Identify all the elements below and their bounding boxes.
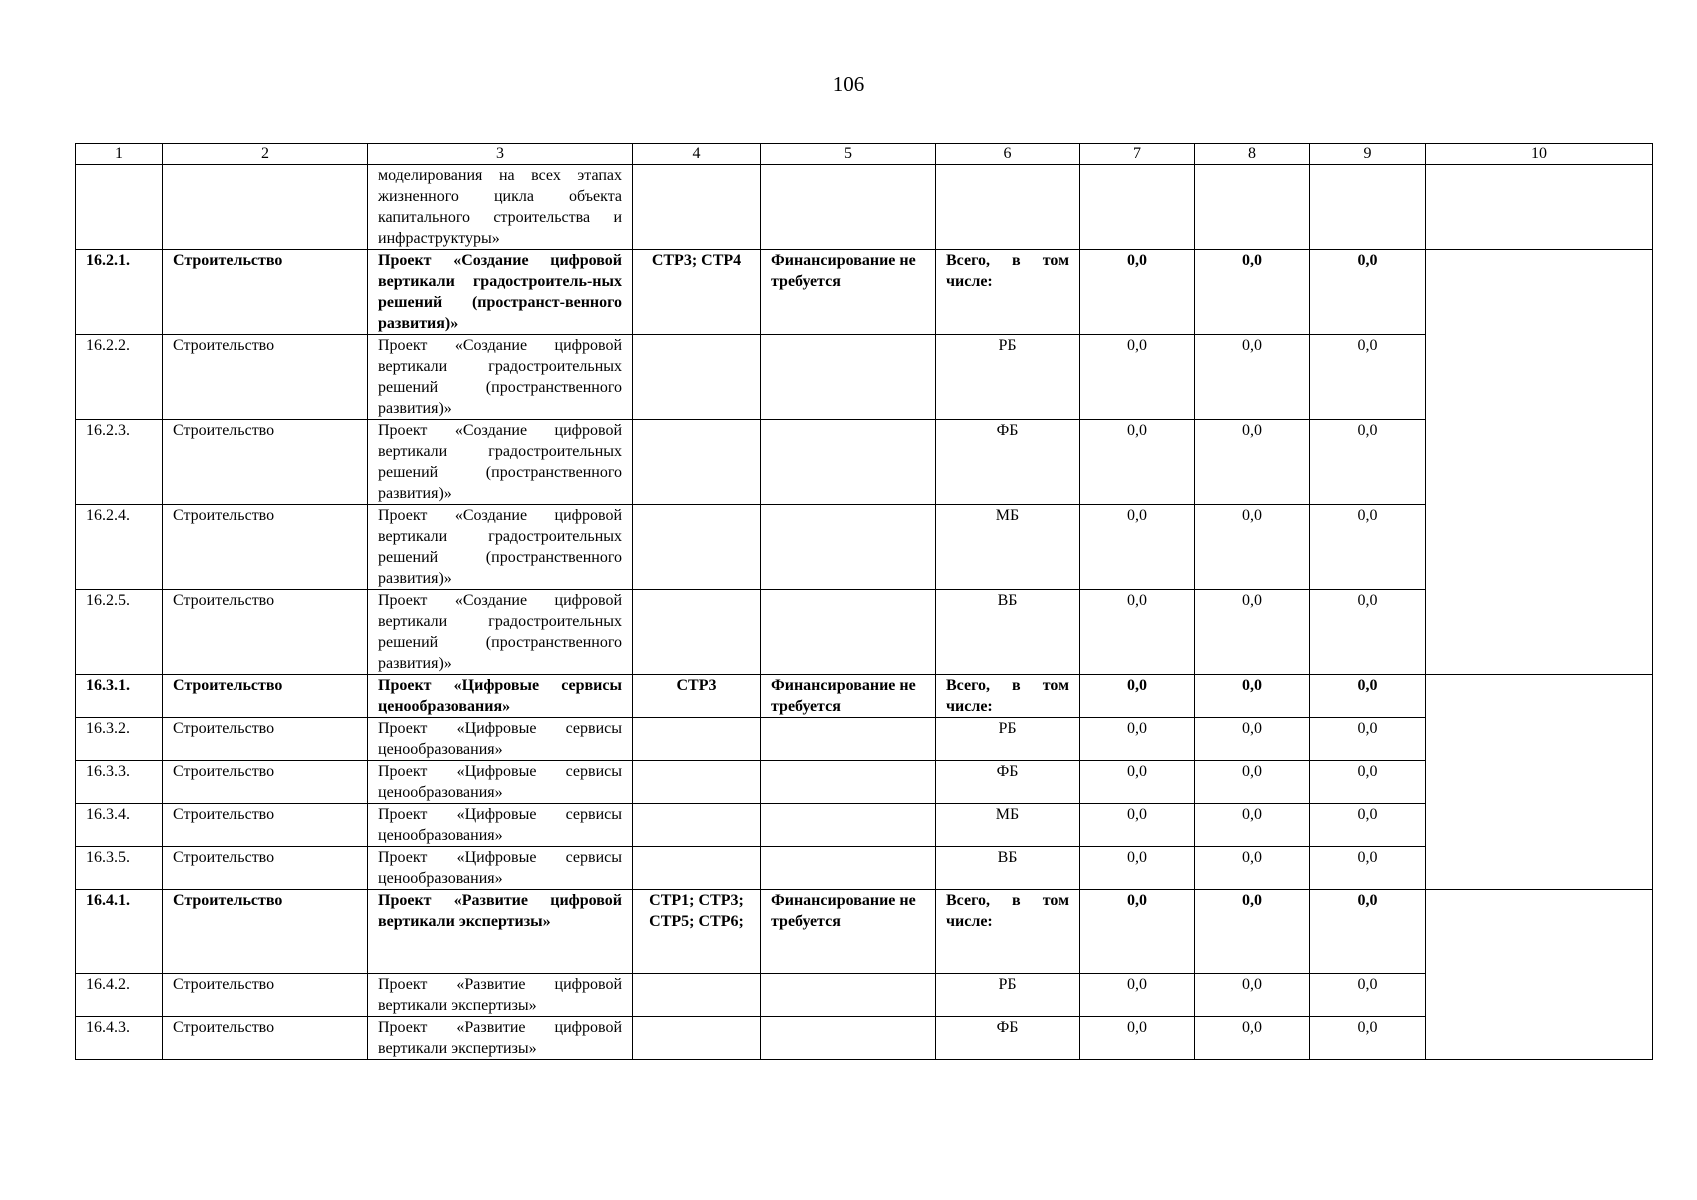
- cell-sector: Строительство: [163, 761, 368, 804]
- cell-value-8: 0,0: [1195, 590, 1310, 675]
- cell-source: ФБ: [936, 1017, 1080, 1060]
- cell-source: ФБ: [936, 420, 1080, 505]
- cell-funding: [761, 718, 936, 761]
- cell-value-9: 0,0: [1310, 974, 1426, 1017]
- table-row: [76, 590, 1653, 675]
- cell-note: [1426, 890, 1653, 1060]
- cell-value-7: 0,0: [1080, 974, 1195, 1017]
- cell-value-8: 0,0: [1195, 250, 1310, 335]
- cell-number: 16.2.2.: [76, 335, 163, 420]
- table-row: [76, 1017, 1653, 1060]
- cell-number: 16.2.4.: [76, 505, 163, 590]
- column-number: 9: [1310, 144, 1426, 165]
- cell-number: 16.3.4.: [76, 804, 163, 847]
- cell-value-7: 0,0: [1080, 420, 1195, 505]
- column-number: 1: [76, 144, 163, 165]
- cell-number: 16.2.5.: [76, 590, 163, 675]
- cell-codes: [633, 590, 761, 675]
- cell-project-name: Проект «Развитие цифровой вертикали экспертизы»: [368, 1017, 633, 1060]
- cell-funding: [761, 974, 936, 1017]
- cell-note: [1426, 165, 1653, 250]
- cell-source: Всего, в том числе:: [936, 250, 1080, 335]
- cell-sector: Строительство: [163, 335, 368, 420]
- table-row: [76, 335, 1653, 420]
- cell-value-9: 0,0: [1310, 804, 1426, 847]
- cell-codes: [633, 718, 761, 761]
- cell-funding: [761, 420, 936, 505]
- cell-codes: СТР3: [633, 675, 761, 718]
- table-row: [76, 890, 1653, 974]
- cell-value-7: 0,0: [1080, 804, 1195, 847]
- cell-value-8: 0,0: [1195, 761, 1310, 804]
- cell-sector: Строительство: [163, 420, 368, 505]
- cell-value-9: 0,0: [1310, 675, 1426, 718]
- cell-value-8: 0,0: [1195, 890, 1310, 974]
- cell-codes: СТР1; СТР3; СТР5; СТР6;: [633, 890, 761, 974]
- continuation-row: [76, 165, 1653, 250]
- table-row: [76, 250, 1653, 335]
- cell-value-7: 0,0: [1080, 590, 1195, 675]
- cell-funding: Финансирование не требуется: [761, 250, 936, 335]
- cell-source: ФБ: [936, 761, 1080, 804]
- cell-sector: [163, 165, 368, 250]
- cell-value-8: 0,0: [1195, 974, 1310, 1017]
- cell-project-name: Проект «Создание цифровой вертикали градостроительных решений (пространственного развития)»: [368, 505, 633, 590]
- cell-funding: [761, 847, 936, 890]
- cell-source: РБ: [936, 974, 1080, 1017]
- cell-value-7: 0,0: [1080, 890, 1195, 974]
- cell-value-8: 0,0: [1195, 675, 1310, 718]
- cell-number: [76, 165, 163, 250]
- cell-project-name: Проект «Развитие цифровой вертикали экспертизы»: [368, 974, 633, 1017]
- cell-value-8: 0,0: [1195, 420, 1310, 505]
- cell-project-name: Проект «Создание цифровой вертикали градостроительных решений (пространственного развития)»: [368, 590, 633, 675]
- cell-value-9: 0,0: [1310, 505, 1426, 590]
- page-number: 106: [832, 72, 865, 96]
- table-row: [76, 761, 1653, 804]
- cell-number: 16.3.2.: [76, 718, 163, 761]
- cell-funding: Финансирование не требуется: [761, 890, 936, 974]
- cell-funding: Финансирование не требуется: [761, 675, 936, 718]
- cell-source: ВБ: [936, 590, 1080, 675]
- column-number: 5: [761, 144, 936, 165]
- cell-note: [1426, 675, 1653, 890]
- cell-value-7: 0,0: [1080, 761, 1195, 804]
- cell-value-9: 0,0: [1310, 718, 1426, 761]
- column-number: 2: [163, 144, 368, 165]
- cell-number: 16.3.5.: [76, 847, 163, 890]
- cell-value: [1080, 165, 1195, 250]
- cell-source: МБ: [936, 804, 1080, 847]
- cell-number: 16.4.2.: [76, 974, 163, 1017]
- table-row: [76, 804, 1653, 847]
- cell-sector: Строительство: [163, 974, 368, 1017]
- cell-number: 16.3.1.: [76, 675, 163, 718]
- cell-codes: [633, 335, 761, 420]
- cell-sector: Строительство: [163, 718, 368, 761]
- column-number-row: [76, 144, 1653, 165]
- cell-note: [1426, 250, 1653, 675]
- cell-sector: Строительство: [163, 1017, 368, 1060]
- cell-funding: [761, 804, 936, 847]
- cell-source: РБ: [936, 718, 1080, 761]
- cell-codes: СТР3; СТР4: [633, 250, 761, 335]
- cell-project-name: Проект «Создание цифровой вертикали градостроительных решений (пространственного развития)»: [368, 420, 633, 505]
- cell-value-9: 0,0: [1310, 335, 1426, 420]
- column-number: 8: [1195, 144, 1310, 165]
- cell-value: [1310, 165, 1426, 250]
- column-number: 3: [368, 144, 633, 165]
- cell-project-name: Проект «Создание цифровой вертикали градостроитель-ных решений (пространст-венного развития)»: [368, 250, 633, 335]
- cell-project-name: Проект «Цифровые сервисы ценообразования»: [368, 804, 633, 847]
- cell-value-7: 0,0: [1080, 505, 1195, 590]
- column-number: 6: [936, 144, 1080, 165]
- cell-number: 16.3.3.: [76, 761, 163, 804]
- cell-source: Всего, в том числе:: [936, 675, 1080, 718]
- table-row: [76, 420, 1653, 505]
- cell-value-8: 0,0: [1195, 505, 1310, 590]
- cell-value-7: 0,0: [1080, 1017, 1195, 1060]
- cell-value-7: 0,0: [1080, 250, 1195, 335]
- cell-value-7: 0,0: [1080, 335, 1195, 420]
- cell-value-9: 0,0: [1310, 420, 1426, 505]
- table-row: [76, 675, 1653, 718]
- cell-sector: Строительство: [163, 890, 368, 974]
- cell-value-8: 0,0: [1195, 804, 1310, 847]
- cell-funding: [761, 1017, 936, 1060]
- cell-codes: [633, 505, 761, 590]
- cell-value-9: 0,0: [1310, 590, 1426, 675]
- cell-codes: [633, 420, 761, 505]
- column-number: 4: [633, 144, 761, 165]
- cell-codes: [633, 165, 761, 250]
- cell-value-7: 0,0: [1080, 675, 1195, 718]
- table-row: [76, 505, 1653, 590]
- cell-value-8: 0,0: [1195, 847, 1310, 890]
- cell-sector: Строительство: [163, 804, 368, 847]
- cell-number: 16.2.1.: [76, 250, 163, 335]
- cell-value-7: 0,0: [1080, 718, 1195, 761]
- table-row: [76, 718, 1653, 761]
- cell-project-name: Проект «Создание цифровой вертикали градостроительных решений (пространственного развития)»: [368, 335, 633, 420]
- cell-number: 16.4.3.: [76, 1017, 163, 1060]
- cell-funding: [761, 505, 936, 590]
- cell-value-8: 0,0: [1195, 1017, 1310, 1060]
- cell-codes: [633, 761, 761, 804]
- column-number: 10: [1426, 144, 1653, 165]
- table-row: [76, 974, 1653, 1017]
- cell-source: РБ: [936, 335, 1080, 420]
- cell-source: МБ: [936, 505, 1080, 590]
- cell-source: Всего, в том числе:: [936, 890, 1080, 974]
- cell-sector: Строительство: [163, 675, 368, 718]
- cell-sector: Строительство: [163, 590, 368, 675]
- cell-value-9: 0,0: [1310, 1017, 1426, 1060]
- cell-value-7: 0,0: [1080, 847, 1195, 890]
- cell-value-9: 0,0: [1310, 847, 1426, 890]
- cell-value-8: 0,0: [1195, 718, 1310, 761]
- cell-project-name: Проект «Развитие цифровой вертикали экспертизы»: [368, 890, 633, 974]
- cell-number: 16.4.1.: [76, 890, 163, 974]
- cell-project-name: моделирования на всех этапах жизненного цикла объекта капитального строительства и инфраструктуры»: [368, 165, 633, 250]
- cell-source: ВБ: [936, 847, 1080, 890]
- program-table: [75, 143, 1653, 1060]
- cell-project-name: Проект «Цифровые сервисы ценообразования»: [368, 675, 633, 718]
- cell-funding: [761, 761, 936, 804]
- cell-source: [936, 165, 1080, 250]
- cell-sector: Строительство: [163, 505, 368, 590]
- cell-value-8: 0,0: [1195, 335, 1310, 420]
- cell-sector: Строительство: [163, 250, 368, 335]
- cell-funding: [761, 335, 936, 420]
- cell-number: 16.2.3.: [76, 420, 163, 505]
- table-row: [76, 847, 1653, 890]
- cell-value-9: 0,0: [1310, 250, 1426, 335]
- cell-value-9: 0,0: [1310, 761, 1426, 804]
- cell-funding: [761, 165, 936, 250]
- cell-codes: [633, 847, 761, 890]
- cell-project-name: Проект «Цифровые сервисы ценообразования»: [368, 847, 633, 890]
- cell-codes: [633, 1017, 761, 1060]
- cell-sector: Строительство: [163, 847, 368, 890]
- cell-project-name: Проект «Цифровые сервисы ценообразования»: [368, 718, 633, 761]
- cell-codes: [633, 804, 761, 847]
- cell-codes: [633, 974, 761, 1017]
- cell-project-name: Проект «Цифровые сервисы ценообразования»: [368, 761, 633, 804]
- cell-funding: [761, 590, 936, 675]
- cell-value: [1195, 165, 1310, 250]
- cell-value-9: 0,0: [1310, 890, 1426, 974]
- column-number: 7: [1080, 144, 1195, 165]
